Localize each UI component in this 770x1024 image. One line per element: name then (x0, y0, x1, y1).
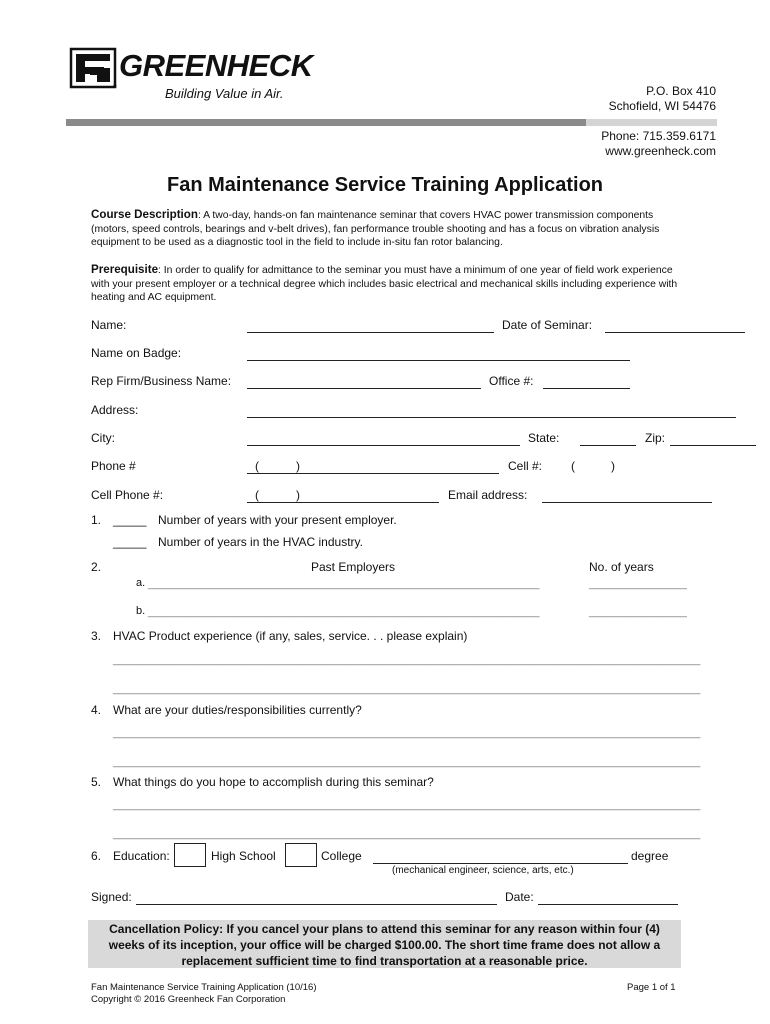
date-of-seminar-field[interactable] (605, 318, 745, 333)
employer-a-field[interactable]: ________________________________________________________________ (148, 578, 540, 590)
college-label: College (321, 849, 362, 863)
years-heading: No. of years (589, 560, 654, 574)
page-title: Fan Maintenance Service Training Application (166, 174, 604, 196)
phone-field[interactable] (247, 459, 499, 474)
question-4-answer-line[interactable]: ________________________________________________________________________________________________ (113, 727, 701, 739)
employer-a-years-field[interactable]: ________________ (589, 578, 687, 590)
email-label: Email address: (448, 488, 528, 502)
question-5-text: What things do you hope to accomplish during this seminar? (113, 775, 434, 789)
name-field[interactable] (247, 318, 494, 333)
policy-line: replacement sufficient time to find transportation at a reasonable price. (181, 954, 588, 968)
header-rule (66, 119, 717, 126)
rep-firm-label: Rep Firm/Business Name: (91, 374, 232, 388)
city-field[interactable] (247, 431, 520, 446)
address-line: P.O. Box 410 (646, 84, 716, 98)
state-field[interactable] (580, 431, 636, 446)
years-hvac-label: Number of years in the HVAC industry. (158, 535, 363, 549)
address-field[interactable] (247, 403, 736, 418)
cell-paren-open: ( (571, 459, 575, 473)
question-3-answer-line[interactable]: ________________________________________________________________________________________________ (113, 654, 701, 666)
course-description-text: : A two-day, hands-on fan maintenance seminar that covers HVAC power transmission components (motors, speed controls, bearings and v-belt drives), fan performance trouble shooting and has a focus on vibration analysis equipment to be used as a diagnostic tool in the field to include in-situ fan rotor balancing. (91, 210, 660, 248)
cell-phone-label: Cell Phone #: (91, 488, 164, 502)
years-employer-blank[interactable]: _____ (113, 513, 147, 527)
high-school-label: High School (211, 849, 276, 863)
years-employer-label: Number of years with your present employer. (158, 513, 397, 527)
policy-line: Cancellation Policy: If you cancel your plans to attend this seminar for any reason within four (4) (109, 922, 660, 936)
college-checkbox[interactable] (285, 843, 317, 867)
question-6-number: 6. (91, 849, 102, 863)
cell-paren-close: ) (611, 459, 615, 473)
prerequisite (91, 263, 691, 305)
state-label: State: (528, 431, 560, 445)
policy-line: weeks of its inception, your office will be charged $100.00. The short time frame does not allow a (108, 938, 661, 952)
education-label: Education: (113, 849, 170, 863)
signature-field[interactable] (136, 890, 497, 905)
employer-b-field[interactable]: ________________________________________________________________ (148, 606, 540, 618)
address-label: Address: (91, 403, 139, 417)
zip-label: Zip: (645, 431, 666, 445)
rep-firm-field[interactable] (247, 374, 481, 389)
question-5-answer-line[interactable]: ________________________________________________________________________________________________ (113, 828, 701, 840)
email-field[interactable] (542, 488, 712, 503)
signed-date-label: Date: (505, 890, 534, 904)
cell-field[interactable] (580, 459, 730, 473)
question-4-number: 4. (91, 703, 102, 717)
employer-a-label: a. (136, 577, 146, 589)
prerequisite-label: Prerequisite (91, 263, 159, 276)
high-school-checkbox[interactable] (174, 843, 206, 867)
cancellation-policy (88, 920, 681, 968)
footer-copyright: Copyright © 2016 Greenheck Fan Corporation (91, 994, 286, 1005)
date-of-seminar-label: Date of Seminar: (502, 318, 593, 332)
contact-info (601, 129, 716, 159)
question-3-text: HVAC Product experience (if any, sales, service. . . please explain) (113, 629, 468, 643)
employer-b-label: b. (136, 605, 146, 617)
logo-tagline: Building Value in Air. (165, 86, 284, 101)
employer-b-years-field[interactable]: ________________ (589, 606, 687, 618)
course-description-label: Course Description (91, 208, 198, 221)
past-employers-heading: Past Employers (311, 560, 396, 574)
question-5-answer-line[interactable]: ________________________________________________________________________________________________ (113, 799, 701, 811)
years-hvac-blank[interactable]: _____ (113, 535, 147, 549)
office-label: Office #: (489, 374, 534, 388)
degree-hint: (mechanical engineer, science, arts, etc.) (392, 865, 574, 876)
phone-paren-close: ) (296, 459, 300, 473)
prerequisite-text: : In order to qualify for admittance to the seminar you must have a minimum of one year of field work experience with your present employer or a technical degree which includes basic electrical and mechanical skills including experience with heating and AC equipment. (91, 265, 678, 303)
mailing-address (609, 84, 716, 114)
course-description (91, 208, 691, 250)
zip-field[interactable] (670, 431, 756, 446)
badge-name-label: Name on Badge: (91, 346, 182, 360)
question-3-answer-line[interactable]: ________________________________________________________________________________________________ (113, 683, 701, 695)
question-5-number: 5. (91, 775, 102, 789)
cell-phone-paren-open: ( (255, 488, 259, 502)
greenheck-logo-mark-icon (70, 48, 116, 88)
degree-label: degree (631, 849, 669, 863)
name-label: Name: (91, 318, 127, 332)
cell-label: Cell #: (508, 459, 543, 473)
question-2-number: 2. (91, 560, 102, 574)
question-3-number: 3. (91, 629, 102, 643)
address-line: Schofield, WI 54476 (608, 99, 716, 113)
phone-line: Phone: 715.359.6171 (601, 129, 716, 143)
website-line: www.greenheck.com (605, 144, 716, 158)
city-label: City: (91, 431, 115, 445)
phone-paren-open: ( (255, 459, 259, 473)
question-4-text: What are your duties/responsibilities currently? (113, 703, 362, 717)
trademark-mark: ® (113, 84, 117, 90)
question-4-answer-line[interactable]: ________________________________________________________________________________________________ (113, 756, 701, 768)
phone-label: Phone # (91, 459, 136, 473)
signed-label: Signed: (91, 890, 132, 904)
cell-phone-paren-close: ) (296, 488, 300, 502)
signed-date-field[interactable] (538, 890, 678, 905)
cell-phone-field[interactable] (247, 488, 439, 503)
footer-doc-title: Fan Maintenance Service Training Application (10/16) (91, 982, 317, 993)
degree-field[interactable] (373, 849, 628, 864)
logo-wordmark: GREENHECK (119, 48, 313, 83)
office-field[interactable] (543, 374, 630, 389)
badge-name-field[interactable] (247, 346, 630, 361)
question-1-number: 1. (91, 513, 102, 527)
page-number: Page 1 of 1 (627, 982, 676, 993)
